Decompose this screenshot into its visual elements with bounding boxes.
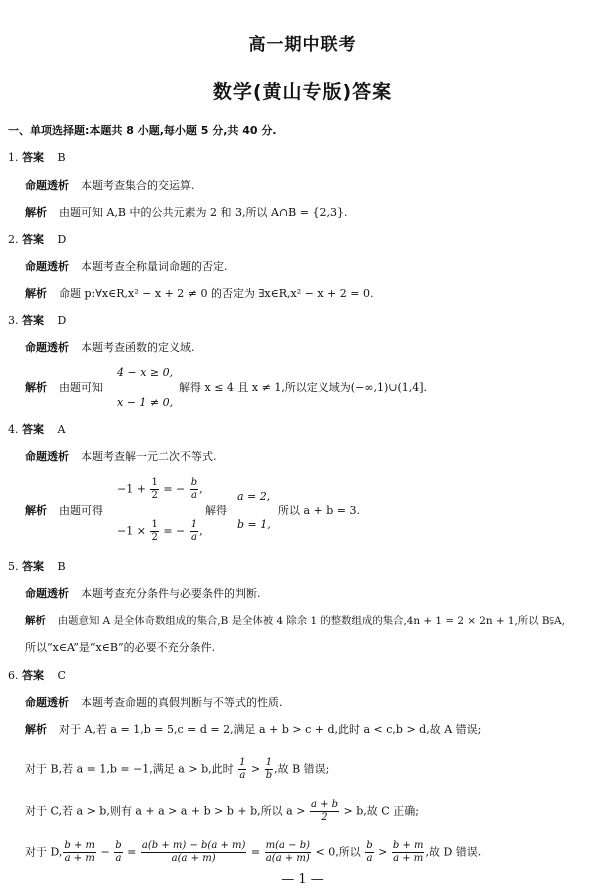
q6-option-b: 对于 B,若 a = 1,b = −1,满足 a > b,此时 $\frac{1}{a}$ > $\frac{1}{b}$ ,故 B 错误; <box>25 757 330 781</box>
q4-number: 4. <box>8 423 19 436</box>
q6-d-fraction-5: $\frac{b}{a}$ <box>366 840 373 864</box>
q6-d-fraction-3: $\frac{a(b + m) - b(a + m)}{a(a + m)}$ <box>141 840 246 864</box>
q6-number: 6. <box>8 669 19 682</box>
q6-insight-text: 本题考查命题的真假判断与不等式的性质. <box>81 696 283 709</box>
q2-answer-label: 答案 <box>22 233 44 246</box>
q4-equation-1: −1 + $\frac{1}{2}$ = − $\frac{b}{a}$ , <box>117 477 203 501</box>
q4-analysis-post: 所以 a + b = 3. <box>278 504 361 517</box>
q1-insight-text: 本题考查集合的交运算. <box>81 179 195 192</box>
q1-number: 1. <box>8 151 19 164</box>
q4-fraction-4: $\frac{1}{a}$ <box>190 519 198 543</box>
q2-analysis-text: 命题 p:∀x∈R,x² − x + 2 ≠ 0 的否定为 ∃x∈R,x² − x + 2 = 0. <box>59 287 374 300</box>
q6-d-fraction-6: $\frac{b + m}{a + m}$ <box>392 840 424 864</box>
q4-fraction-1: $\frac{1}{2}$ <box>151 477 158 501</box>
page-title: 高一期中联考 <box>248 35 357 55</box>
insight-label: 命题透析 <box>25 179 69 192</box>
q2-header <box>8 233 66 247</box>
q4-fraction-2: $\frac{b}{a}$ <box>190 477 198 501</box>
insight-label: 命题透析 <box>25 260 69 273</box>
q3-analysis-post: 解得 x ≤ 4 且 x ≠ 1,所以定义域为(−∞,1)∪(1,4]. <box>179 381 428 394</box>
analysis-label: 解析 <box>25 206 47 219</box>
q3-answer-label: 答案 <box>22 314 44 327</box>
q3-insight <box>25 341 195 355</box>
insight-label: 命题透析 <box>25 341 69 354</box>
analysis-label: 解析 <box>25 504 47 517</box>
q6-option-c: 对于 C,若 a > b,则有 a + a > a + b > b + b,所以 a > $\frac{a + b}{2}$ > b,故 C 正确; <box>25 799 419 823</box>
analysis-label: 解析 <box>25 723 47 736</box>
q6-option-d: 对于 D, $\frac{b + m}{a + m}$ − $\frac{b}{a}$ = $\frac{a(b + m) - b(a + m)}{a(a + m)}$ = $\frac{m(a - b)}{a(a + m)}$ < 0,所以 $\frac{b}{a}$ > $\frac{b + m}{a + m}$ ,故 D 错误. <box>25 840 482 864</box>
q4-solve-word: 解得 <box>205 504 227 517</box>
q5-answer-label: 答案 <box>22 560 44 573</box>
q4-answer-label: 答案 <box>22 423 44 436</box>
q3-system-line-2: x − 1 ≠ 0, <box>117 396 174 409</box>
analysis-label: 解析 <box>25 287 47 300</box>
q4-answer: A <box>57 423 66 436</box>
q2-number: 2. <box>8 233 19 246</box>
q6-answer-label: 答案 <box>22 669 44 682</box>
q5-insight <box>25 587 261 601</box>
q1-header <box>8 151 66 165</box>
page-number: — 1 — <box>281 872 324 887</box>
q4-analysis <box>25 504 103 518</box>
q4-fraction-3: $\frac{1}{2}$ <box>151 519 158 543</box>
insight-label: 命题透析 <box>25 696 69 709</box>
q3-insight-text: 本题考查函数的定义域. <box>81 341 195 354</box>
q5-analysis <box>25 614 565 628</box>
q3-analysis-pre: 由题可知 <box>59 381 103 394</box>
q5-analysis-text-1: 由题意知 A 是全体奇数组成的集合,B 是全体被 4 除余 1 的整数组成的集合,4n + 1 = 2 × 2n + 1,所以 B⫋A, <box>57 615 565 627</box>
q1-answer-label: 答案 <box>22 151 44 164</box>
q6-option-a: 对于 A,若 a = 1,b = 5,c = d = 2,满足 a + b > c + d,此时 a < c,b > d,故 A 错误; <box>59 723 482 736</box>
q4-analysis-pre: 由题可得 <box>59 504 103 517</box>
q3-system-line-1: 4 − x ≥ 0, <box>117 366 174 379</box>
q6-b-fraction-2: $\frac{1}{b}$ <box>265 757 273 781</box>
q4-equation-2: −1 × $\frac{1}{2}$ = − $\frac{1}{a}$ , <box>117 519 203 543</box>
q2-insight <box>25 260 228 274</box>
insight-label: 命题透析 <box>25 450 69 463</box>
q1-analysis <box>25 206 347 220</box>
q1-analysis-text: 由题可知 A,B 中的公共元素为 2 和 3,所以 A∩B = {2,3}. <box>59 206 348 219</box>
q6-analysis <box>25 723 481 737</box>
q6-c-fraction: $\frac{a + b}{2}$ <box>310 799 339 823</box>
section-heading: 一、单项选择题:本题共 8 小题,每小题 5 分,共 40 分. <box>8 124 277 137</box>
q4-insight-text: 本题考查解一元二次不等式. <box>81 450 217 463</box>
analysis-label: 解析 <box>25 381 47 394</box>
q2-analysis <box>25 287 373 301</box>
q2-answer: D <box>57 233 67 246</box>
q4-result-1: a = 2, <box>237 490 271 503</box>
q6-b-fraction-1: $\frac{1}{a}$ <box>239 757 246 781</box>
q5-number: 5. <box>8 560 19 573</box>
q3-header <box>8 314 66 328</box>
q5-insight-text: 本题考查充分条件与必要条件的判断. <box>81 587 261 600</box>
q3-number: 3. <box>8 314 19 327</box>
q6-d-fraction-2: $\frac{b}{a}$ <box>115 840 122 864</box>
q4-insight <box>25 450 217 464</box>
q1-answer: B <box>57 151 66 164</box>
q5-header <box>8 560 66 574</box>
q6-insight <box>25 696 283 710</box>
q3-answer: D <box>57 314 67 327</box>
q4-result-2: b = 1, <box>237 518 271 531</box>
insight-label: 命题透析 <box>25 587 69 600</box>
q2-insight-text: 本题考查全称量词命题的否定. <box>81 260 228 273</box>
q6-d-fraction-1: $\frac{b + m}{a + m}$ <box>64 840 96 864</box>
q3-analysis <box>25 381 103 395</box>
analysis-label: 解析 <box>25 615 46 627</box>
page-subtitle: 数学(黄山专版)答案 <box>212 81 393 103</box>
q6-header <box>8 669 66 683</box>
q6-d-fraction-4: $\frac{m(a - b)}{a(a + m)}$ <box>265 840 311 864</box>
q5-answer: B <box>57 560 66 573</box>
q1-insight <box>25 179 195 193</box>
q4-header <box>8 423 65 437</box>
q5-analysis-text-2: 所以“x∈A”是“x∈B”的必要不充分条件. <box>25 641 216 654</box>
q6-answer: C <box>57 669 66 682</box>
